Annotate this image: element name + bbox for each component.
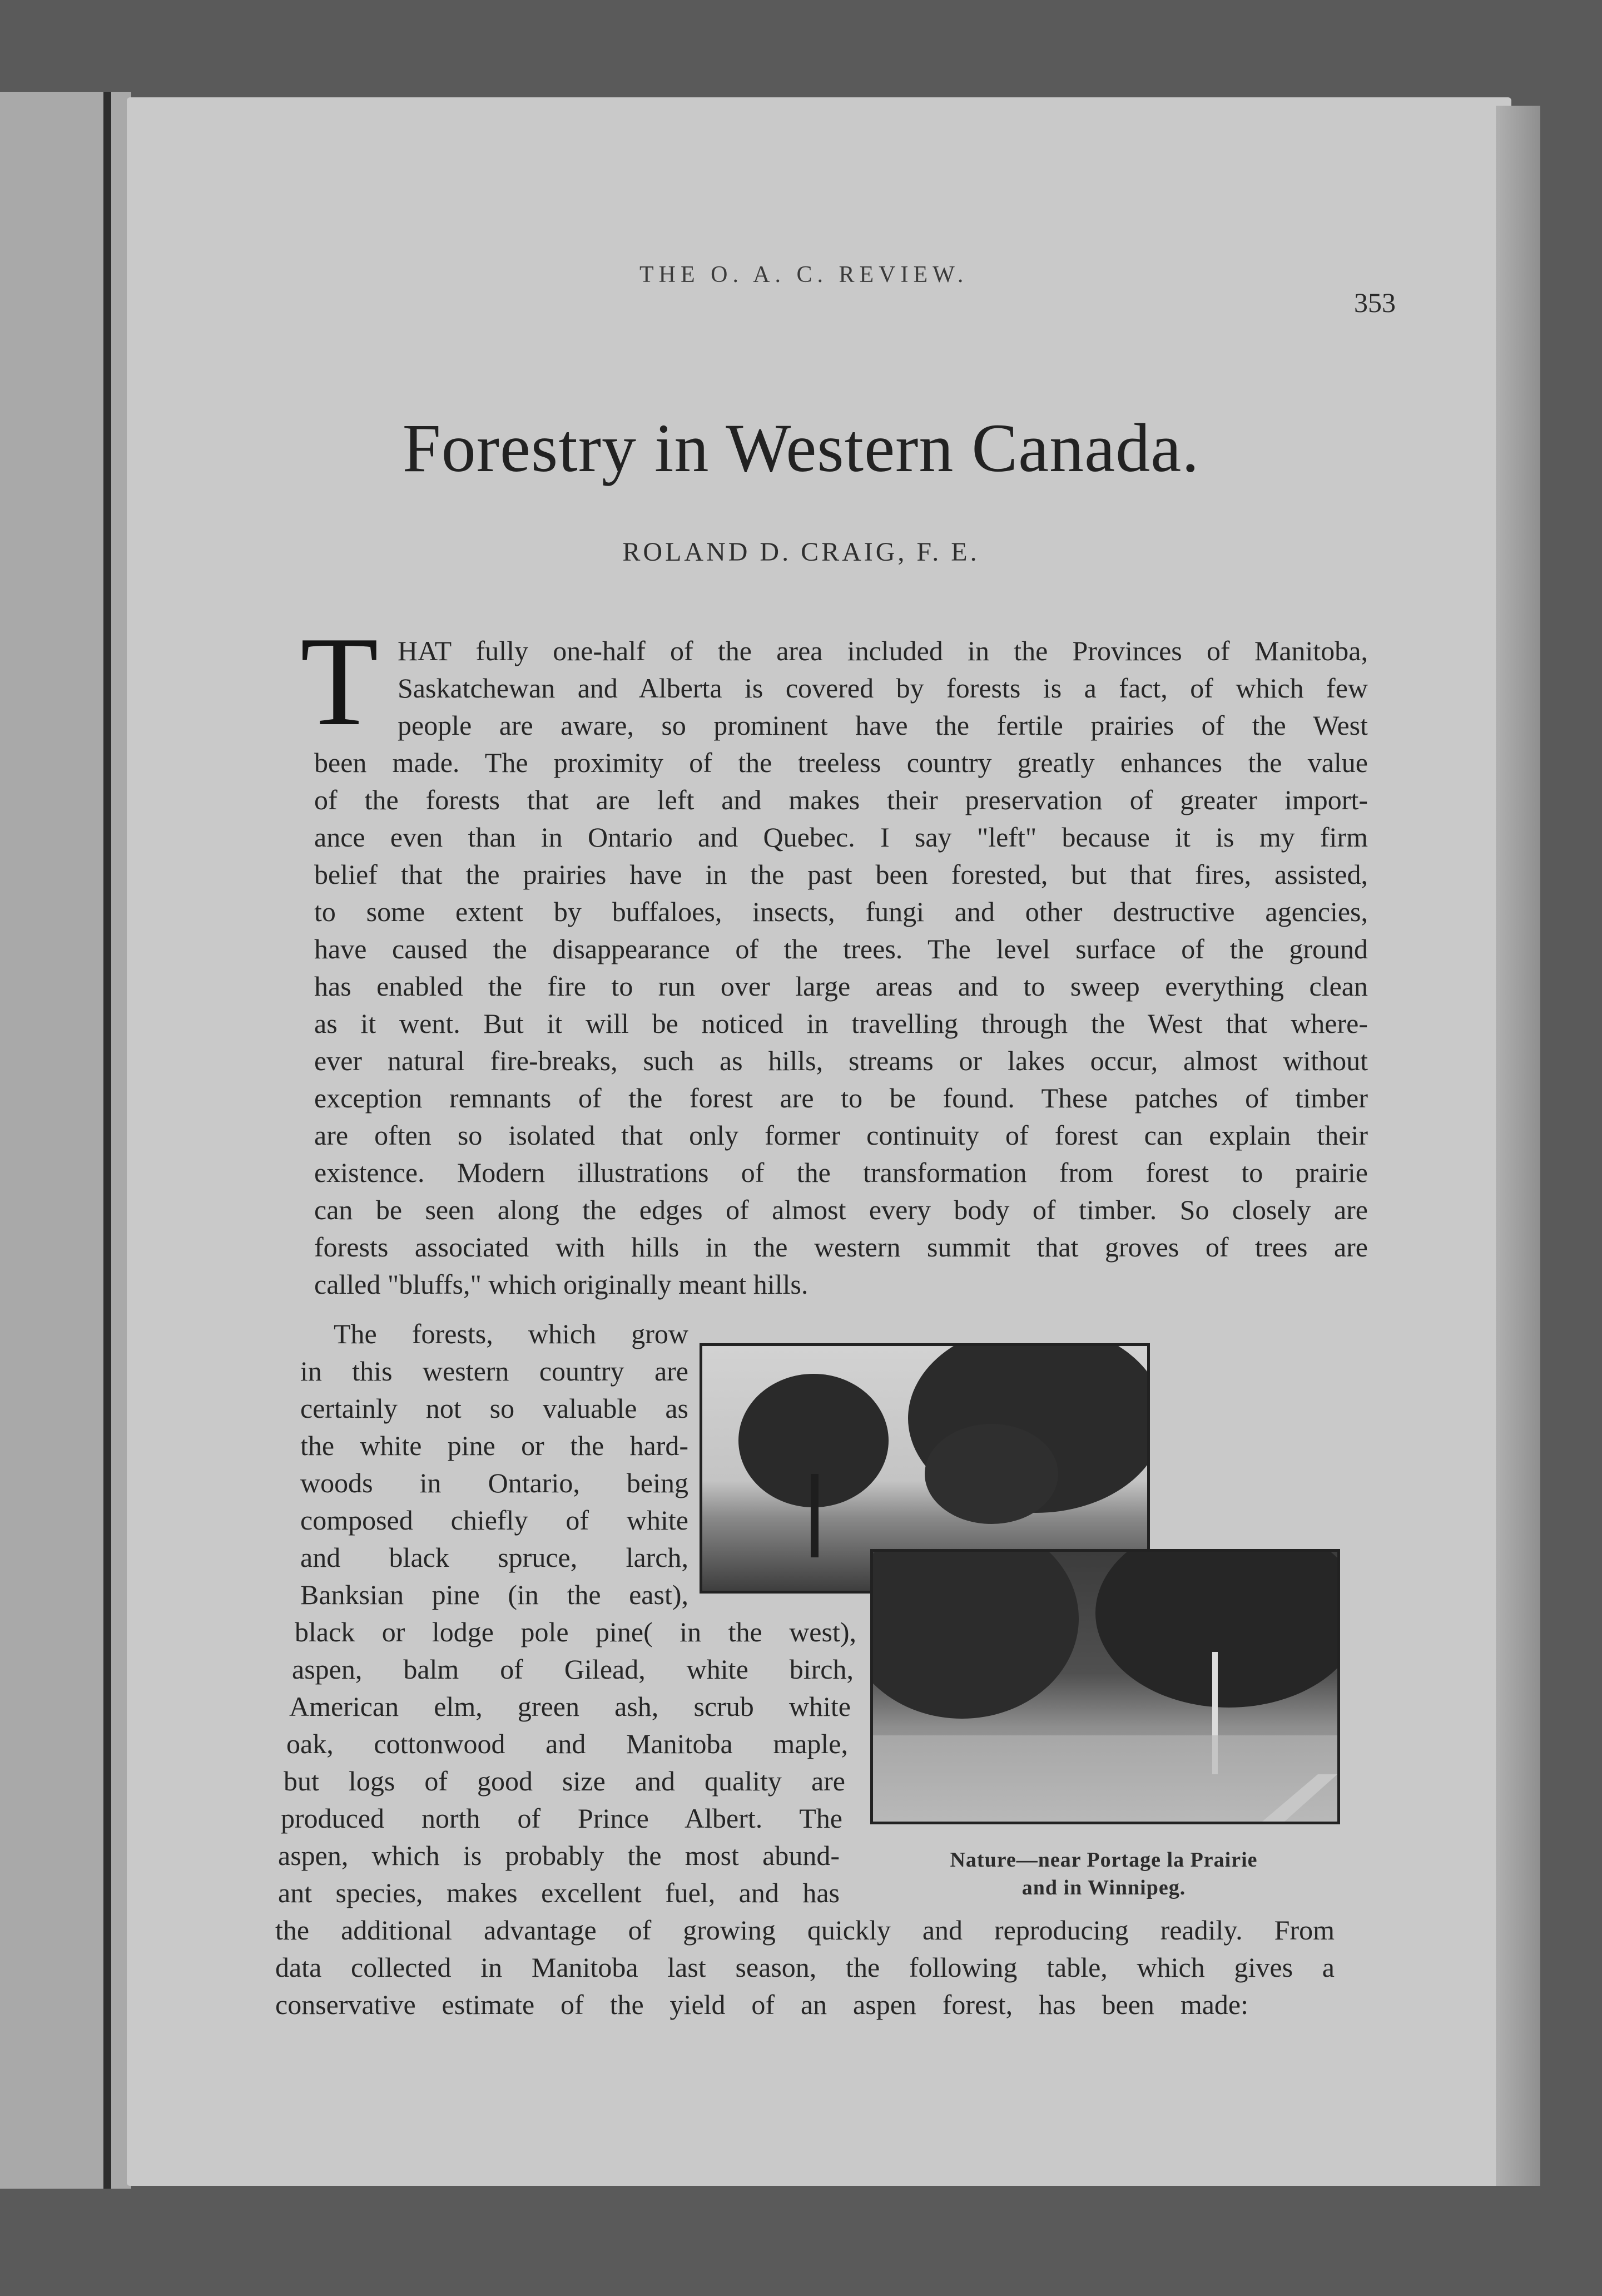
photo-caption-line: and in Winnipeg. [1021, 1876, 1186, 1899]
paragraph-1-line: of the forests that are left and makes their preservation of greater import- [314, 784, 1368, 815]
paragraph-1-line: been made. The proximity of the treeless country greatly enhances the value [314, 747, 1368, 778]
paragraph-1-line: to some extent by buffaloes, insects, fungi and other destructive agencies, [314, 896, 1368, 927]
paragraph-1-line: have caused the disappearance of the trees. The level surface of the ground [314, 933, 1368, 964]
paragraph-2-line: black or lodge pole pine( in the west), [295, 1616, 856, 1647]
paragraph-2-line: American elm, green ash, scrub white [289, 1691, 851, 1722]
paragraph-2-line: composed chiefly of white [300, 1505, 688, 1536]
paragraph-2-line: produced north of Prince Albert. The [281, 1803, 842, 1834]
paragraph-1-line: can be seen along the edges of almost every body of timber. So closely are [314, 1194, 1368, 1225]
facing-page [0, 92, 131, 2189]
article-byline: ROLAND D. CRAIG, F. E. [622, 537, 980, 567]
photo-street-winnipeg [870, 1549, 1340, 1824]
paragraph-2-line: aspen, which is probably the most abund- [278, 1840, 840, 1871]
paragraph-2-line: conservative estimate of the yield of an aspen forest, has been made: [275, 1989, 1248, 2020]
paragraph-2-line: Banksian pine (in the east), [300, 1579, 688, 1610]
paragraph-2-line: but logs of good size and quality are [284, 1765, 845, 1797]
paragraph-2-line: in this western country are [300, 1355, 688, 1387]
paragraph-1-line: belief that the prairies have in the past been forested, but that fires, assisted, [314, 859, 1368, 890]
page-number: 353 [1354, 287, 1396, 318]
paragraph-1-line: as it went. But it will be noticed in travelling through the West that where- [314, 1008, 1368, 1039]
running-head: THE O. A. C. REVIEW. [639, 262, 969, 288]
paragraph-1-line: Saskatchewan and Alberta is covered by forests is a fact, of which few [398, 672, 1368, 704]
photo-caption-line: Nature—near Portage la Prairie [950, 1848, 1258, 1872]
paragraph-1-line: exception remnants of the forest are to be found. These patches of timber [314, 1082, 1368, 1114]
paragraph-2-line: woods in Ontario, being [300, 1467, 688, 1498]
paragraph-2-line: The forests, which grow [334, 1318, 688, 1349]
paragraph-1-line: forests associated with hills in the western summit that groves of trees are [314, 1231, 1368, 1263]
paragraph-2-line: certainly not so valuable as [300, 1393, 688, 1424]
paragraph-1-line: has enabled the fire to run over large areas and to sweep everything clean [314, 971, 1368, 1002]
drop-cap: T [300, 610, 379, 752]
paragraph-2-line: ant species, makes excellent fuel, and has [278, 1877, 840, 1908]
paragraph-2-line: and black spruce, larch, [300, 1542, 688, 1573]
paragraph-1-line: ance even than in Ontario and Quebec. I say "left" because it is my firm [314, 822, 1368, 853]
paragraph-2-line: oak, cottonwood and Manitoba maple, [286, 1728, 848, 1759]
book-gutter [103, 92, 111, 2189]
paragraph-1-line: called "bluffs," which originally meant hills. [314, 1269, 809, 1300]
paragraph-2-line: the white pine or the hard- [300, 1430, 688, 1461]
paragraph-2-line: data collected in Manitoba last season, the following table, which gives a [275, 1952, 1335, 1983]
paragraph-1-line: HAT fully one-half of the area included in the Provinces of Manitoba, [398, 635, 1368, 666]
paragraph-2-line: aspen, balm of Gilead, white birch, [292, 1654, 854, 1685]
paragraph-1-line: people are aware, so prominent have the fertile prairies of the West [398, 710, 1368, 741]
paragraph-1-line: existence. Modern illustrations of the transformation from forest to prairie [314, 1157, 1368, 1188]
article-title: Forestry in Western Canada. [402, 410, 1200, 486]
paragraph-1-line: are often so isolated that only former continuity of forest can explain their [314, 1120, 1368, 1151]
paragraph-2-line: the additional advantage of growing quickly and reproducing readily. From [275, 1914, 1335, 1946]
paragraph-1-line: ever natural fire-breaks, such as hills, streams or lakes occur, almost without [314, 1045, 1368, 1076]
